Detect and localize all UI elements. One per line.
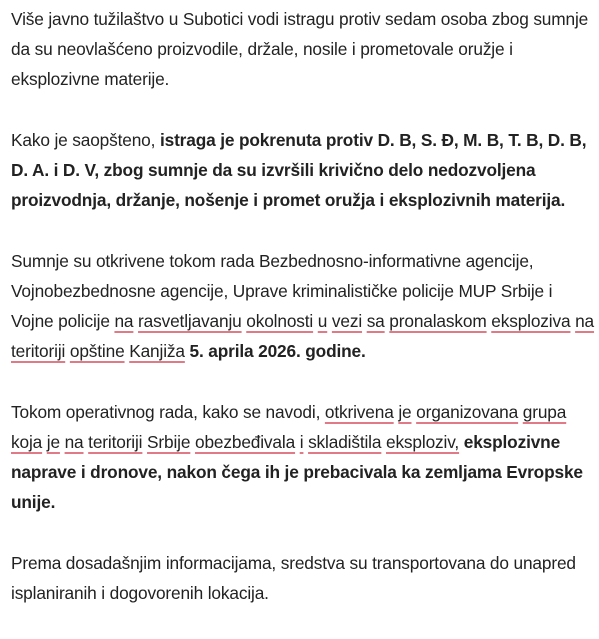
underlined-word: pronalaskom	[389, 311, 487, 331]
underlined-word: u	[317, 311, 328, 331]
paragraph-bold-text: istraga je pokrenuta protiv D. B, S. Đ, M. B, T. B, D. B, D. A. i D. V, zbog sumnje da su izvršili krivično delo nedozvoljena proizvodnja, držanje, nošenje i promet oružja i eksplozivnih materija.	[11, 130, 587, 210]
paragraph-operation	[11, 397, 596, 517]
underlined-word: Kanjiža	[129, 341, 185, 361]
paragraph-lead: Tokom operativnog rada, kako se navodi,	[11, 402, 325, 422]
paragraph-bold-text: eksplozivne naprave i dronove, nakon čega ih je prebacivala ka zemljama Evropske unije.	[11, 432, 583, 512]
paragraph-text: Više javno tužilaštvo u Subotici vodi istragu protiv sedam osoba zbog sumnje da su neovlašćeno proizvodile, držale, nosile i prometovale oružje i eksplozivne materije.	[11, 9, 589, 89]
underlined-word: i	[299, 432, 304, 452]
paragraph-suspects	[11, 125, 596, 215]
paragraph-lead: Kako je saopšteno,	[11, 130, 160, 150]
underlined-word: je	[398, 402, 412, 422]
underlined-word: je	[46, 432, 60, 452]
underlined-word: okolnosti	[246, 311, 314, 331]
underlined-word: skladištila	[308, 432, 382, 452]
underlined-word: teritoriji	[11, 341, 66, 361]
underlined-word: na	[575, 311, 595, 331]
underlined-word: opštine	[69, 341, 125, 361]
underlined-word: obezbeđivala	[194, 432, 296, 452]
underlined-word: na	[114, 311, 134, 331]
underlined-word: sa	[366, 311, 385, 331]
paragraph-bold-date: 5. aprila 2026. godine.	[189, 341, 366, 361]
underlined-word: grupa	[522, 402, 567, 422]
underlined-word: koja	[11, 432, 43, 452]
article-body	[11, 4, 596, 639]
underlined-word: otkrivena	[324, 402, 394, 422]
underlined-word: teritoriji	[88, 432, 143, 452]
underlined-word: eksploziva	[491, 311, 571, 331]
paragraph-agencies	[11, 246, 596, 366]
underlined-word: eksploziv,	[385, 432, 460, 452]
paragraph-text: Prema dosadašnjim informacijama, sredstva su transportovana do unapred isplaniranih i dogovorenih lokacija.	[11, 553, 576, 603]
underlined-word: vezi	[331, 311, 363, 331]
paragraph-transport	[11, 548, 596, 608]
underlined-word: na	[64, 432, 84, 452]
paragraph-investigation-intro	[11, 4, 596, 94]
underlined-word: Srbije	[147, 432, 191, 452]
underlined-word: organizovana	[416, 402, 519, 422]
underlined-word: rasvetljavanju	[138, 311, 242, 331]
paragraph-lead: Sumnje su otkrivene tokom rada Bezbednosno-informativne agencije, Vojnobezbednosne agencije, Uprave kriminalističke policije MUP Srbije i Vojne policije	[11, 251, 553, 331]
